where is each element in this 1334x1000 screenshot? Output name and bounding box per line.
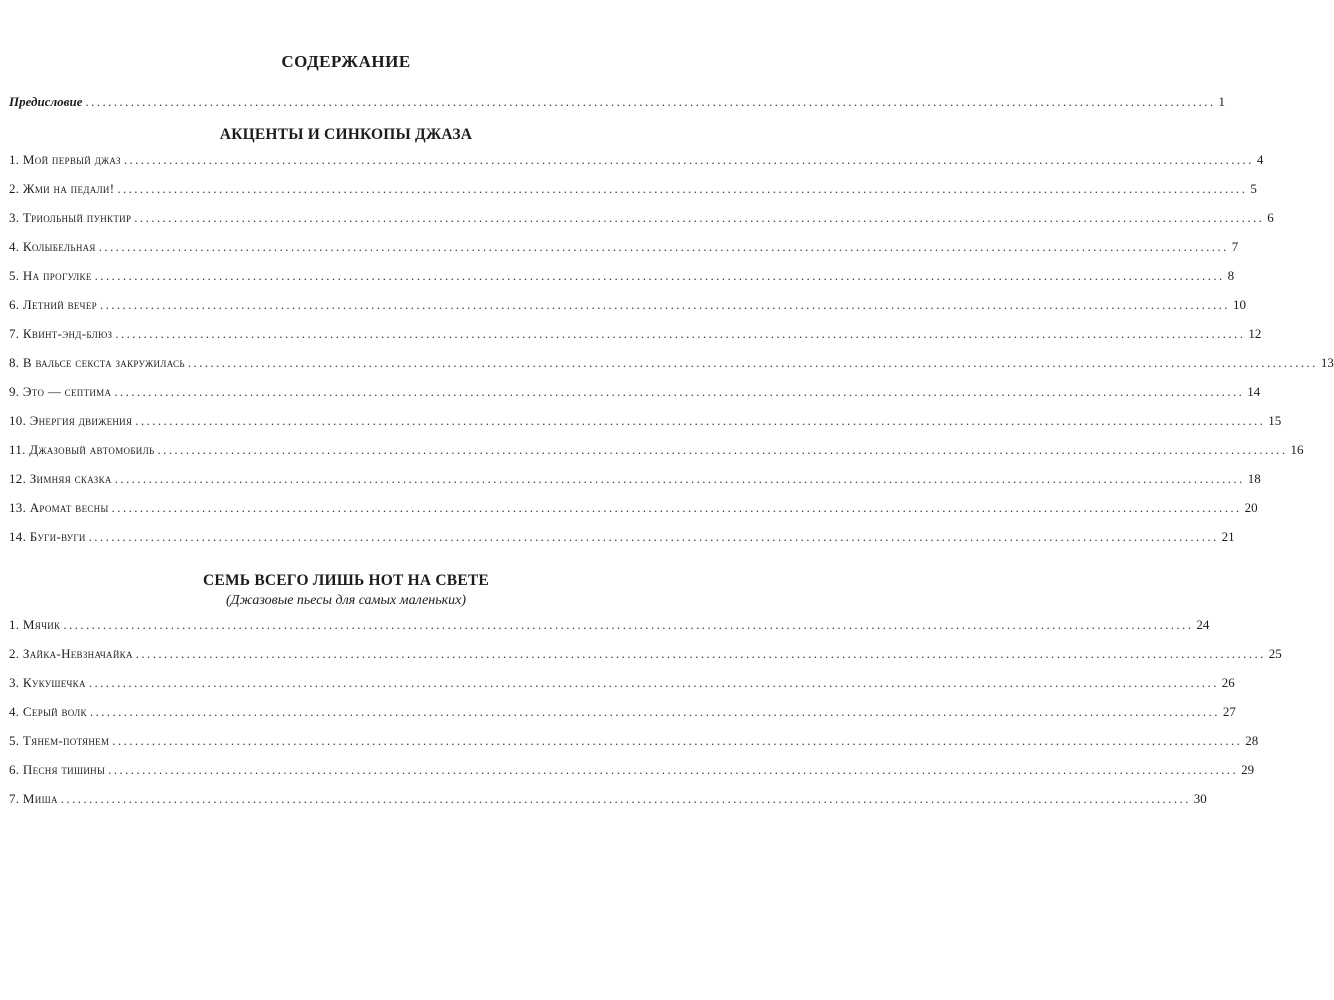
- toc-entry-title: Энергия движения: [29, 413, 133, 428]
- toc-entry-title: Зимняя сказка: [29, 471, 112, 486]
- toc-entry: [9, 789, 1207, 809]
- toc-entry-preface: [9, 92, 1225, 112]
- toc-entry-label: [9, 295, 100, 315]
- toc-entry-label: [9, 411, 135, 431]
- dot-leader: ........................................................................................................................................................................................................: [112, 733, 1243, 748]
- toc-entry-label: [9, 644, 136, 664]
- toc-page-number: 5: [1250, 181, 1257, 196]
- toc-entry-title: Песня тишины: [22, 762, 106, 777]
- toc-page-number: 25: [1268, 646, 1282, 661]
- toc-entry-number: 4.: [9, 239, 20, 254]
- toc-entry-number: 14.: [9, 529, 27, 544]
- dot-leader: ........................................................................................................................................................................................................: [134, 210, 1265, 225]
- toc-entry-title: Тянем-потянем: [22, 733, 110, 748]
- toc-entry-label: [9, 527, 89, 547]
- toc-entry: [9, 150, 1264, 170]
- toc-entry-title: Триольный пунктир: [22, 210, 132, 225]
- toc-entry: [9, 353, 1334, 373]
- toc-entry-label: [9, 760, 108, 780]
- dot-leader: ........................................................................................................................................................................................................: [135, 646, 1266, 661]
- toc-entry-number: 3.: [9, 210, 20, 225]
- toc-page-number: 24: [1196, 617, 1210, 632]
- toc-entry-title: На прогулке: [22, 268, 92, 283]
- toc-entry-label: [9, 266, 95, 286]
- dot-leader: ........................................................................................................................................................................................................: [99, 297, 1230, 312]
- toc-entry-number: 6.: [9, 762, 20, 777]
- toc-entry-label: [9, 469, 115, 489]
- dot-leader: ........................................................................................................................................................................................................: [85, 94, 1216, 109]
- toc-page-number: 30: [1193, 791, 1207, 806]
- toc-entry-number: 9.: [9, 384, 20, 399]
- toc-entry-title: Джазовый автомобиль: [29, 442, 155, 457]
- toc-entry-number: 8.: [9, 355, 20, 370]
- toc-entry-number: 5.: [9, 733, 20, 748]
- toc-entry-title: Это — септима: [22, 384, 112, 399]
- toc-page-number: 14: [1247, 384, 1261, 399]
- toc-entry: [9, 498, 1258, 518]
- toc-entry-number: 6.: [9, 297, 20, 312]
- toc-entry: [9, 673, 1235, 693]
- toc-entry-label: [9, 324, 115, 344]
- dot-leader: ........................................................................................................................................................................................................: [63, 617, 1194, 632]
- toc-entry-label: [9, 179, 117, 199]
- toc-entry-label: [9, 353, 188, 373]
- toc-entry-title: Кукушечка: [22, 675, 86, 690]
- toc-entry: [9, 731, 1259, 751]
- dot-leader: ........................................................................................................................................................................................................: [108, 762, 1239, 777]
- toc-entry-label: [9, 237, 99, 257]
- toc-entry: [9, 615, 1210, 635]
- toc-entry-title: Мячик: [22, 617, 61, 632]
- toc-entry-label: [9, 208, 134, 228]
- toc-entry-number: 7.: [9, 791, 20, 806]
- toc-entry-number: 4.: [9, 704, 20, 719]
- toc-page-number: 7: [1231, 239, 1239, 254]
- toc-entry-number: 13.: [9, 500, 27, 515]
- toc-entry: [9, 644, 1282, 664]
- toc-entry: [9, 760, 1255, 780]
- toc-page-number: 12: [1248, 326, 1262, 341]
- toc-entry-title: Буги-вуги: [29, 529, 86, 544]
- toc-entry-number: 2.: [9, 181, 20, 196]
- toc-page-number: 16: [1290, 442, 1304, 457]
- toc-entry: [9, 237, 1239, 257]
- toc-page-number: 18: [1247, 471, 1261, 486]
- toc-entry-label: [9, 440, 157, 460]
- toc-entry-number: 2.: [9, 646, 20, 661]
- toc-entry: [9, 440, 1304, 460]
- dot-leader: ........................................................................................................................................................................................................: [89, 704, 1220, 719]
- dot-leader: ........................................................................................................................................................................................................: [117, 181, 1248, 196]
- toc-page-number: 20: [1244, 500, 1258, 515]
- toc-entry: [9, 527, 1235, 547]
- toc-page-number: 21: [1221, 529, 1235, 544]
- toc-entry-label: [9, 731, 112, 751]
- toc-entry: [9, 411, 1282, 431]
- toc-entry: [9, 702, 1236, 722]
- toc-entry-number: 1.: [9, 152, 20, 167]
- toc-entry-title: Зайка-Невзначайка: [22, 646, 133, 661]
- toc-entry-title: Мой первый джаз: [22, 152, 121, 167]
- toc-entry-label: [9, 673, 89, 693]
- dot-leader: ........................................................................................................................................................................................................: [114, 471, 1245, 486]
- section-heading-jazz-accents: АКЦЕНТЫ И СИНКОПЫ ДЖАЗА: [219, 126, 473, 143]
- toc-entry-label: [9, 615, 63, 635]
- dot-leader: ........................................................................................................................................................................................................: [98, 239, 1229, 254]
- toc-entry-number: 12.: [9, 471, 27, 486]
- dot-leader: ........................................................................................................................................................................................................: [187, 355, 1318, 370]
- toc-page-number: 10: [1232, 297, 1246, 312]
- toc-page-number: 26: [1221, 675, 1235, 690]
- toc-page-number: 6: [1267, 210, 1274, 225]
- toc-entry-label: [9, 150, 124, 170]
- toc-page-number: 29: [1241, 762, 1255, 777]
- toc-page-number: 4: [1256, 152, 1264, 167]
- toc-entry-title: Миша: [22, 791, 58, 806]
- toc-entry-title: В вальсе секста закружилась: [22, 355, 185, 370]
- toc-entry: [9, 179, 1257, 199]
- toc-page-number: 8: [1227, 268, 1235, 283]
- toc-entry: [9, 469, 1261, 489]
- toc-entry-label: Предисловие: [9, 94, 83, 109]
- dot-leader: ........................................................................................................................................................................................................: [135, 413, 1266, 428]
- toc-entry-label: [9, 789, 61, 809]
- toc-entry: [9, 382, 1261, 402]
- toc-page-number: 28: [1245, 733, 1259, 748]
- toc-page-number: 15: [1268, 413, 1282, 428]
- toc-entry: [9, 266, 1235, 286]
- toc-entry-number: 3.: [9, 675, 20, 690]
- toc-entry-label: [9, 382, 114, 402]
- toc-entry-number: 7.: [9, 326, 20, 341]
- toc-page-number: 1: [1218, 94, 1225, 109]
- section-heading-seven-notes: СЕМЬ ВСЕГО ЛИШЬ НОТ НА СВЕТЕ: [203, 572, 489, 589]
- toc-entry-title: Аромат весны: [29, 500, 109, 515]
- toc-entry-label: [9, 702, 90, 722]
- dot-leader: ........................................................................................................................................................................................................: [88, 529, 1219, 544]
- dot-leader: ........................................................................................................................................................................................................: [115, 326, 1246, 341]
- dot-leader: ........................................................................................................................................................................................................: [114, 384, 1245, 399]
- toc-entry-title: Летний вечер: [22, 297, 97, 312]
- toc-page-number: 13: [1320, 355, 1334, 370]
- toc-entry: [9, 295, 1246, 315]
- toc-entry-number: 5.: [9, 268, 20, 283]
- section-subheading: (Джазовые пьесы для самых маленьких): [225, 593, 467, 608]
- toc-entry-title: Колыбельная: [22, 239, 96, 254]
- toc-entry-number: 11.: [9, 442, 26, 457]
- dot-leader: ........................................................................................................................................................................................................: [123, 152, 1254, 167]
- toc-entry-title: Серый волк: [22, 704, 87, 719]
- page-title: СОДЕРЖАНИЕ: [281, 52, 411, 71]
- toc-entry-label: [9, 498, 112, 518]
- toc-page-number: 27: [1222, 704, 1236, 719]
- toc-entry-title: Квинт-энд-блюз: [22, 326, 113, 341]
- dot-leader: ........................................................................................................................................................................................................: [60, 791, 1191, 806]
- toc-entry-number: 10.: [9, 413, 27, 428]
- dot-leader: ........................................................................................................................................................................................................: [94, 268, 1225, 283]
- toc-entry-title: Жми на педали!: [22, 181, 115, 196]
- toc-entry: [9, 208, 1274, 228]
- dot-leader: ........................................................................................................................................................................................................: [111, 500, 1242, 515]
- dot-leader: ........................................................................................................................................................................................................: [88, 675, 1219, 690]
- toc-entry: [9, 324, 1262, 344]
- toc-entry-number: 1.: [9, 617, 20, 632]
- dot-leader: ........................................................................................................................................................................................................: [157, 442, 1288, 457]
